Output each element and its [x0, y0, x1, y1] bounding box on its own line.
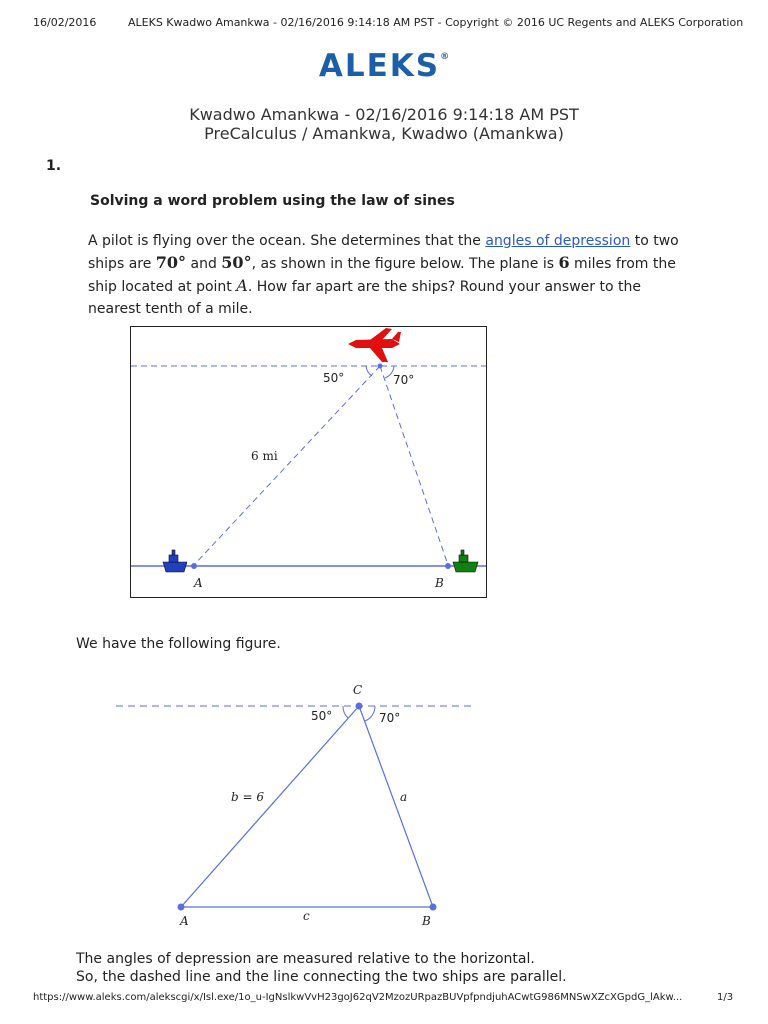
- angle-arc-right: [365, 706, 375, 721]
- print-date: 16/02/2016: [33, 16, 97, 29]
- course-line: PreCalculus / Amankwa, Kwadwo (Amankwa): [204, 124, 564, 143]
- angle-70-label: 70°: [393, 373, 415, 387]
- registered-mark: ®: [440, 52, 450, 62]
- question-number: 1.: [46, 158, 62, 174]
- aleks-logo: [0, 48, 768, 84]
- solution-intro: We have the following figure.: [76, 636, 281, 652]
- side-b-label: b = 6: [231, 790, 264, 804]
- side-a-label: a: [400, 790, 408, 804]
- angle-70-label: 70°: [379, 711, 401, 725]
- side-b: [181, 706, 359, 907]
- footer-url: https://www.aleks.com/alekscgi/x/Isl.exe/1o_u-IgNslkwVvH23goJ62qV2MzozURpazBUVpfpndjuhACwtG986MNSwXZcXGpdG_lAkw...: [33, 992, 683, 1003]
- distance-value: 6: [558, 253, 570, 272]
- problem-figure: [130, 326, 487, 598]
- problem-line-3: ship located at point A. How far apart are the ships? Round your answer to the: [88, 276, 641, 295]
- point-a: A: [236, 276, 248, 295]
- point-a-label: A: [180, 914, 189, 928]
- point-a-label: A: [194, 576, 203, 590]
- logo-text: ALEKS: [318, 48, 441, 84]
- vertex-c: [356, 703, 363, 710]
- problem-line-2: ships are 70° and 50°, as shown in the figure below. The plane is 6 miles from the: [88, 253, 676, 272]
- question-title: Solving a word problem using the law of sines: [90, 193, 455, 209]
- solution-figure: [116, 680, 476, 930]
- angle-50: 50°: [221, 253, 252, 272]
- problem-text: [88, 230, 698, 320]
- problem-line-4: nearest tenth of a mile.: [88, 301, 253, 317]
- footer-page: 1/3: [717, 992, 734, 1003]
- side-6mi-label: 6 mi: [251, 449, 278, 463]
- solution-line-1: The angles of depression are measured relative to the horizontal.: [76, 951, 535, 967]
- print-title: ALEKS Kwadwo Amankwa - 02/16/2016 9:14:18 AM PST - Copyright © 2016 UC Regents and ALEKS Corporation: [128, 16, 744, 29]
- side-c-label: c: [303, 909, 310, 923]
- angles-of-depression-link[interactable]: angles of depression: [485, 233, 631, 249]
- student-line: Kwadwo Amankwa - 02/16/2016 9:14:18 AM PST: [189, 105, 579, 124]
- point-b-label: B: [435, 576, 444, 590]
- angle-arc-left: [343, 706, 348, 718]
- figure-frame: [131, 327, 487, 598]
- problem-line-1: A pilot is flying over the ocean. She determines that the angles of depression to two: [88, 233, 679, 249]
- solution-line-2: So, the dashed line and the line connecting the two ships are parallel.: [76, 969, 567, 985]
- angle-70: 70°: [155, 253, 187, 272]
- vertex-a: [178, 904, 185, 911]
- point-c-label: C: [353, 683, 363, 697]
- side-a: [359, 706, 433, 907]
- angle-50-label: 50°: [311, 709, 333, 723]
- point-b-label: B: [422, 914, 431, 928]
- angle-50-label: 50°: [323, 371, 345, 385]
- vertex-b: [430, 904, 437, 911]
